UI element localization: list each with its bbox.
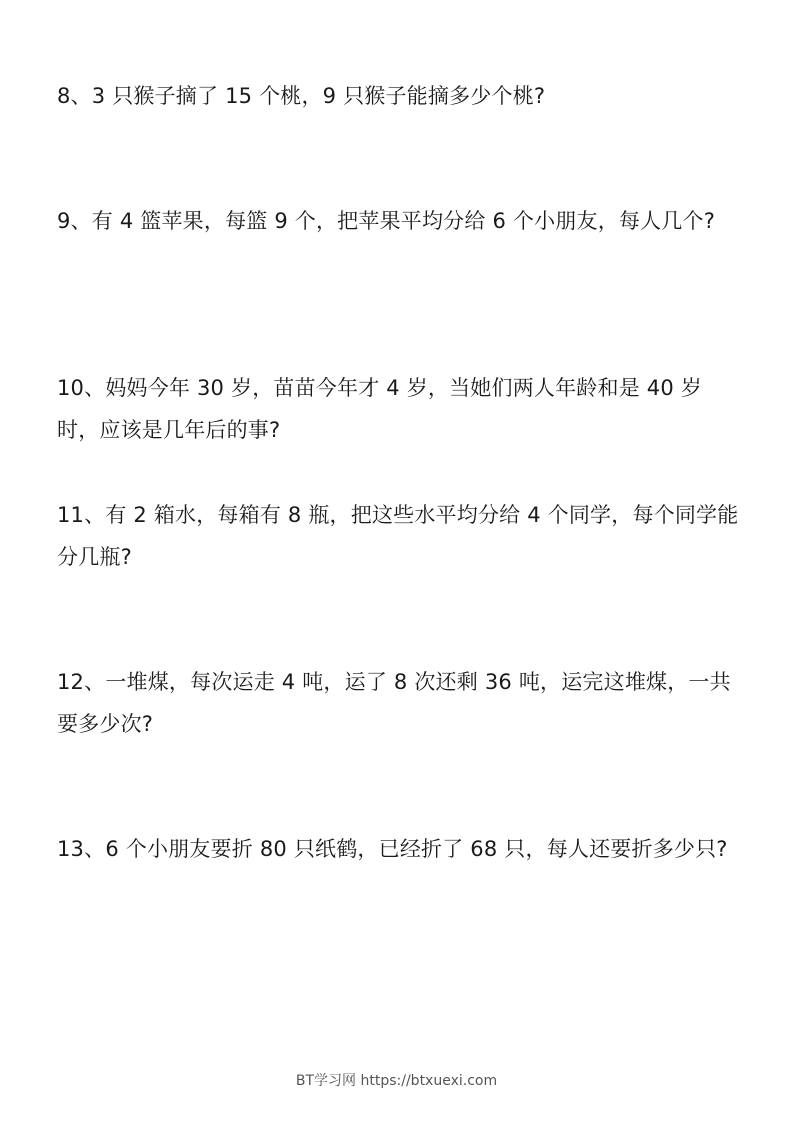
question-13: 13、6 个小朋友要折 80 只纸鹤，已经折了 68 只，每人还要折多少只?	[57, 837, 728, 861]
question-9: 9、有 4 篮苹果，每篮 9 个，把苹果平均分给 6 个小朋友，每人几个?	[57, 209, 716, 233]
question-11: 11、有 2 箱水，每箱有 8 瓶，把这些水平均分给 4 个同学，每个同学能分几瓶?	[57, 503, 739, 569]
question-12: 12、一堆煤，每次运走 4 吨，运了 8 次还剩 36 吨，运完这堆煤，一共要多少次?	[57, 670, 731, 736]
question-10: 10、妈妈今年 30 岁，苗苗今年才 4 岁，当她们两人年龄和是 40 岁时，应该是几年后的事?	[57, 376, 702, 442]
page-footer: BT学习网 https://btxuexi.com	[295, 1073, 498, 1089]
question-8: 8、3 只猴子摘了 15 个桃，9 只猴子能摘多少个桃?	[57, 84, 546, 108]
